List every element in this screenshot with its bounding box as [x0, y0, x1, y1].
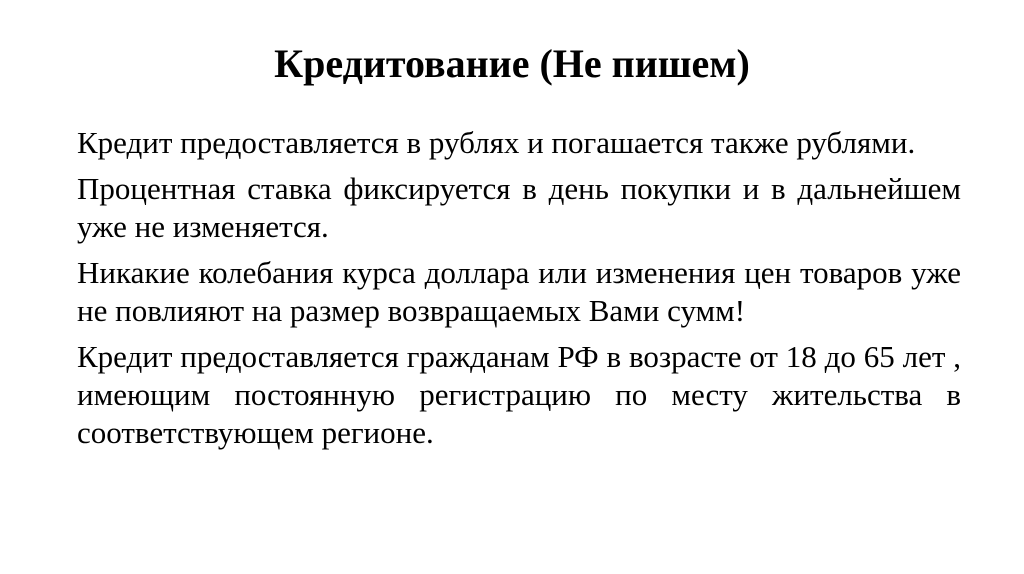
paragraph-exchange-rate: Никакие колебания курса доллара или изменения цен товаров уже не повлияют на размер возвращаемых Вами сумм! [77, 255, 961, 328]
paragraph-currency: Кредит предоставляется в рублях и погашается также рублями. [77, 125, 916, 160]
slide-body [77, 124, 961, 460]
paragraph-interest-rate: Процентная ставка фиксируется в день покупки и в дальнейшем уже не изменяется. [77, 171, 961, 244]
slide-title: Кредитование (Не пишем) [274, 41, 750, 86]
paragraph-eligibility: Кредит предоставляется гражданам РФ в возрасте от 18 до 65 лет , имеющим постоянную регистрацию по месту жительства в соответствующем регионе. [77, 339, 961, 450]
